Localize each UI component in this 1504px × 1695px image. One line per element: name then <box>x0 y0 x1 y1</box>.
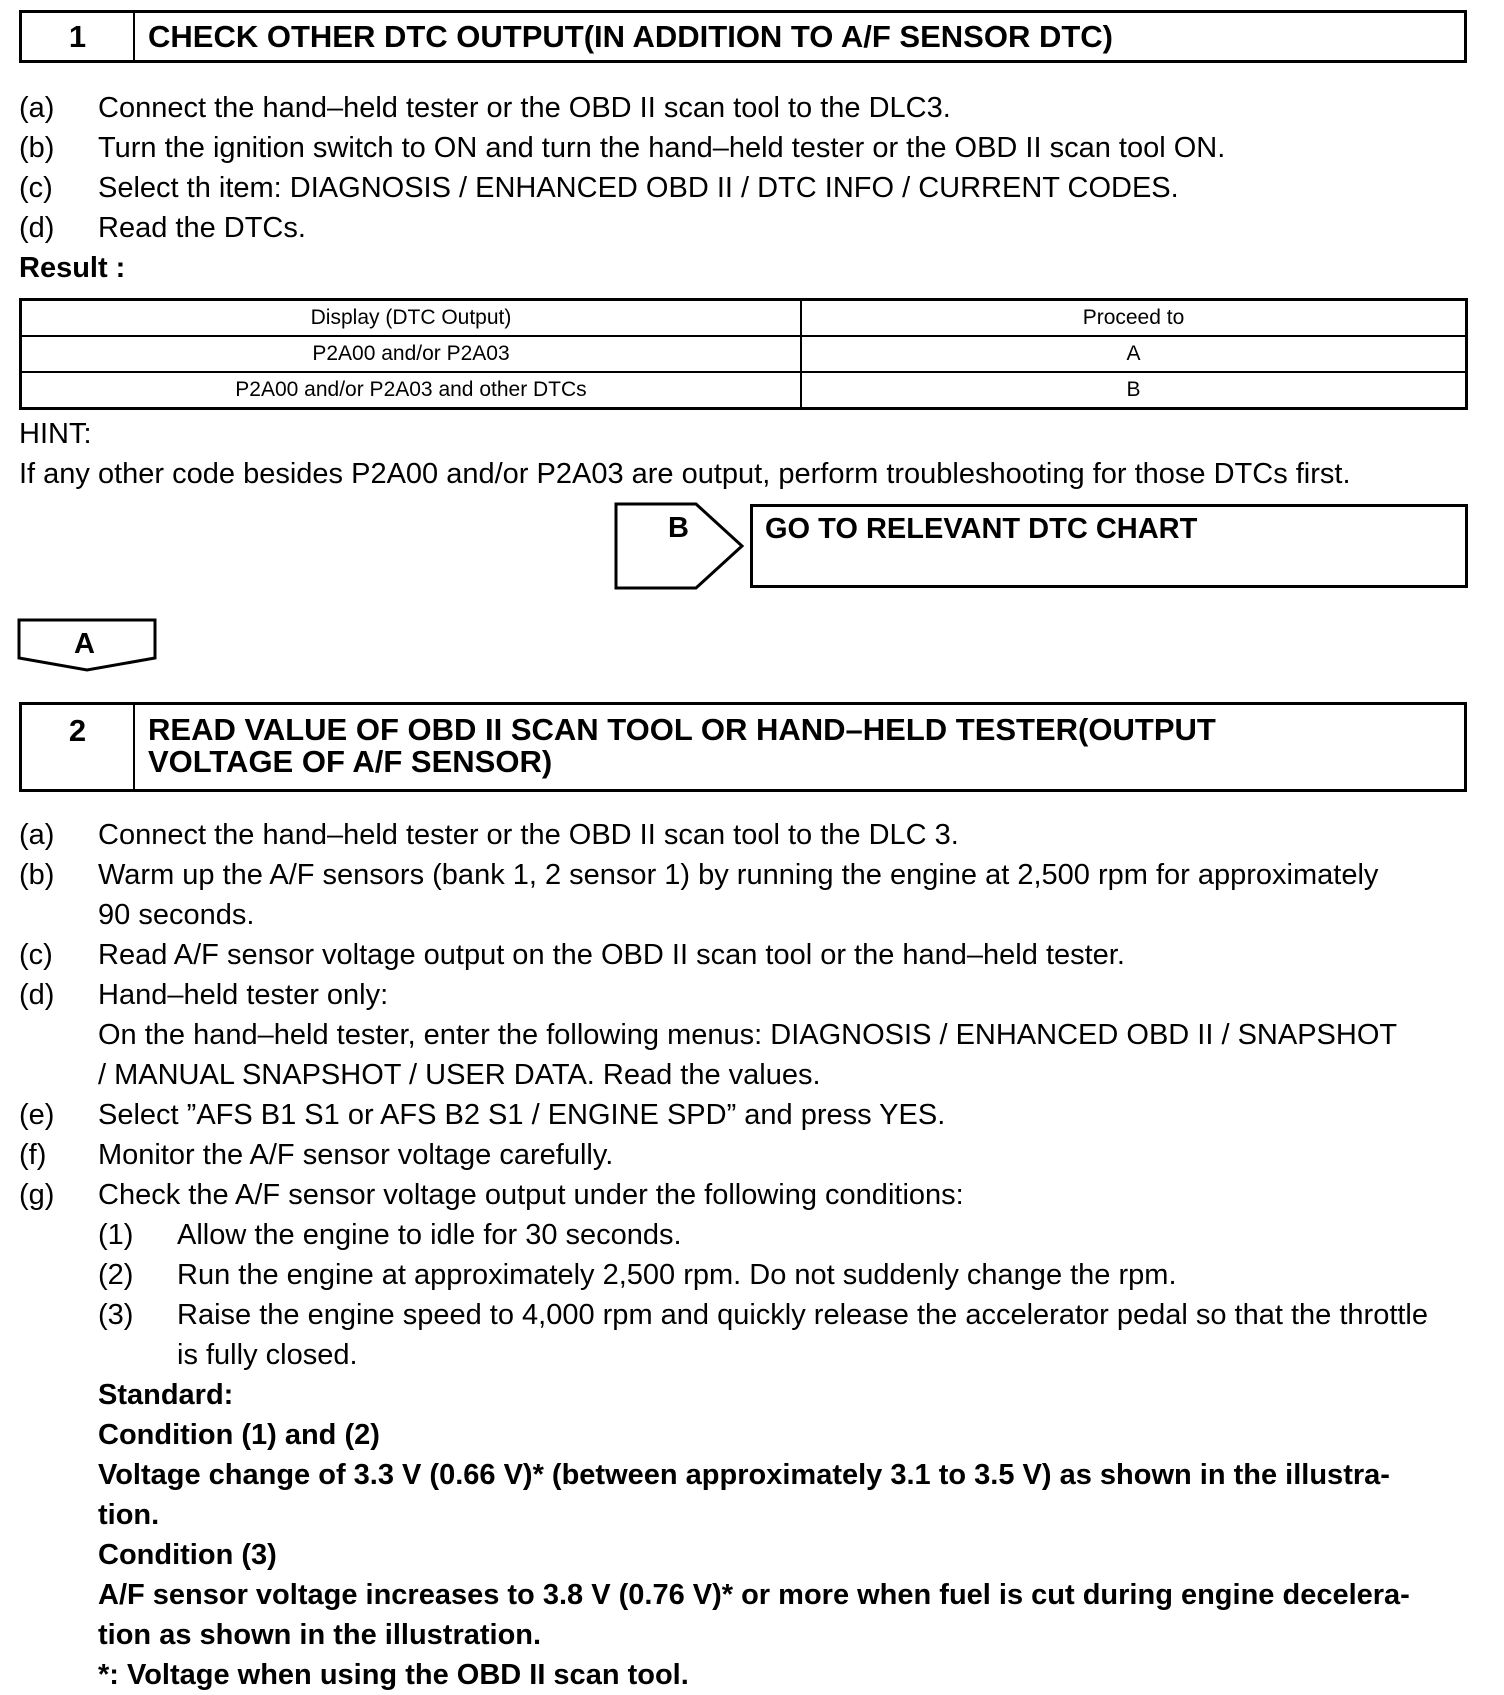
goto-label: GO TO RELEVANT DTC CHART <box>765 513 1198 545</box>
item-label: (a) <box>19 92 55 124</box>
step-number: 2 <box>22 705 135 789</box>
hint-text: If any other code besides P2A00 and/or P2A03 are output, perform troubleshooting for those DTCs first. <box>19 458 1351 490</box>
branch-a-tag: A <box>74 628 95 660</box>
step-number: 1 <box>22 13 135 60</box>
item-continuation: On the hand–held tester, enter the following menus: DIAGNOSIS / ENHANCED OBD II / SNAPSHOT <box>98 1019 1398 1051</box>
table-row <box>21 372 1467 409</box>
item-label: (c) <box>19 939 53 971</box>
item-label: (f) <box>19 1139 47 1171</box>
result-table <box>19 298 1468 410</box>
step-title-line: READ VALUE OF OBD II SCAN TOOL OR HAND–HELD TESTER(OUTPUT <box>148 712 1216 747</box>
item-label: (g) <box>19 1179 55 1211</box>
subitem-label: (1) <box>98 1219 134 1251</box>
step-2-header <box>19 702 1467 792</box>
item-label: (e) <box>19 1099 55 1131</box>
item-text: Hand–held tester only: <box>98 979 389 1011</box>
table-cell: B <box>801 372 1467 409</box>
item-continuation: 90 seconds. <box>98 899 255 931</box>
item-text: Check the A/F sensor voltage output under the following conditions: <box>98 1179 964 1211</box>
condition-1-2-text: tion. <box>98 1499 160 1531</box>
branch-b-tag: B <box>668 512 689 544</box>
item-text: Turn the ignition switch to ON and turn the hand–held tester or the OBD II scan tool ON. <box>98 132 1226 164</box>
subitem-text: Run the engine at approximately 2,500 rpm. Do not suddenly change the rpm. <box>177 1259 1177 1291</box>
step-title-line: VOLTAGE OF A/F SENSOR) <box>148 744 553 779</box>
subitem-text: Allow the engine to idle for 30 seconds. <box>177 1219 682 1251</box>
item-label: (b) <box>19 859 55 891</box>
table-header-row <box>21 300 1467 337</box>
footnote: *: Voltage when using the OBD II scan tool. <box>98 1659 689 1691</box>
item-label: (d) <box>19 212 55 244</box>
item-text: Connect the hand–held tester or the OBD II scan tool to the DLC3. <box>98 92 951 124</box>
subitem-continuation: is fully closed. <box>177 1339 358 1371</box>
step-title: CHECK OTHER DTC OUTPUT(IN ADDITION TO A/F SENSOR DTC) <box>148 19 1113 54</box>
item-text: Select th item: DIAGNOSIS / ENHANCED OBD II / DTC INFO / CURRENT CODES. <box>98 172 1179 204</box>
step-title <box>135 705 1464 789</box>
standard-label: Standard: <box>98 1379 234 1411</box>
item-text: Read the DTCs. <box>98 212 306 244</box>
item-text: Select ”AFS B1 S1 or AFS B2 S1 / ENGINE SPD” and press YES. <box>98 1099 946 1131</box>
item-text: Connect the hand–held tester or the OBD II scan tool to the DLC 3. <box>98 819 959 851</box>
table-cell: P2A00 and/or P2A03 and other DTCs <box>21 372 802 409</box>
item-continuation: / MANUAL SNAPSHOT / USER DATA. Read the values. <box>98 1059 821 1091</box>
item-label: (c) <box>19 172 53 204</box>
subitem-label: (2) <box>98 1259 134 1291</box>
condition-3-text: tion as shown in the illustration. <box>98 1619 542 1651</box>
table-row <box>21 336 1467 372</box>
goto-relevant-dtc-chart-link[interactable] <box>750 504 1468 588</box>
item-text: Read A/F sensor voltage output on the OBD II scan tool or the hand–held tester. <box>98 939 1125 971</box>
step-1-header <box>19 10 1467 63</box>
item-text: Monitor the A/F sensor voltage carefully. <box>98 1139 614 1171</box>
hint-label: HINT: <box>19 418 92 450</box>
condition-1-2-text: Voltage change of 3.3 V (0.66 V)* (between approximately 3.1 to 3.5 V) as shown in the illustra- <box>98 1459 1390 1491</box>
table-cell: A <box>801 336 1467 372</box>
result-label: Result : <box>19 252 126 284</box>
condition-3-text: A/F sensor voltage increases to 3.8 V (0.76 V)* or more when fuel is cut during engine decelera- <box>98 1579 1410 1611</box>
item-label: (a) <box>19 819 55 851</box>
subitem-text: Raise the engine speed to 4,000 rpm and quickly release the accelerator pedal so that the throttle <box>177 1299 1429 1331</box>
table-header: Proceed to <box>801 300 1467 337</box>
subitem-label: (3) <box>98 1299 134 1331</box>
item-label: (d) <box>19 979 55 1011</box>
item-label: (b) <box>19 132 55 164</box>
condition-1-2-label: Condition (1) and (2) <box>98 1419 380 1451</box>
condition-3-label: Condition (3) <box>98 1539 277 1571</box>
table-cell: P2A00 and/or P2A03 <box>21 336 802 372</box>
table-header: Display (DTC Output) <box>21 300 802 337</box>
item-text: Warm up the A/F sensors (bank 1, 2 sensor 1) by running the engine at 2,500 rpm for approximately <box>98 859 1379 891</box>
